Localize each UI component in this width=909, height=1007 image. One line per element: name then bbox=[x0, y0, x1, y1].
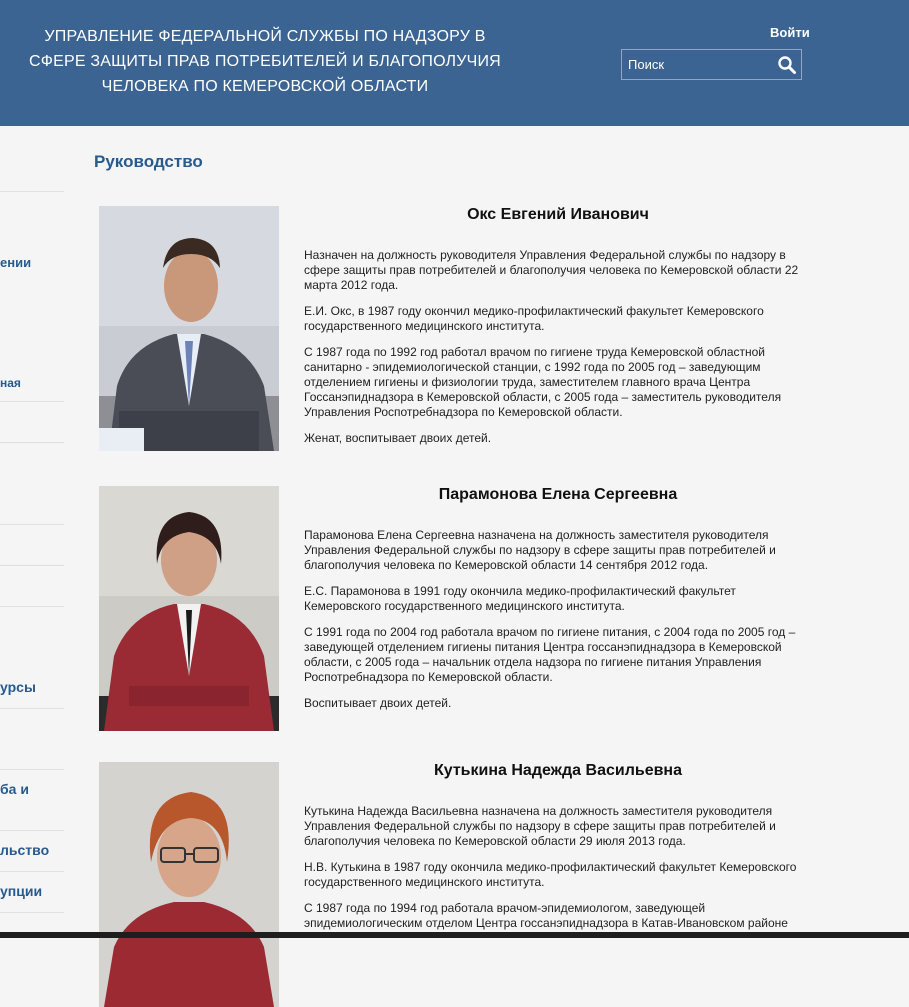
person-bio bbox=[304, 804, 809, 942]
window-bottom-edge bbox=[0, 932, 909, 938]
person-bio bbox=[304, 248, 809, 457]
sidebar-item-6[interactable]: упции bbox=[0, 883, 43, 899]
site-title-line-3: ЧЕЛОВЕКА ПО КЕМЕРОВСКОЙ ОБЛАСТИ bbox=[101, 78, 429, 95]
bio-paragraph: Парамонова Елена Сергеевна назначена на должность заместителя руководителя Управления Федеральной службы по надзору в сфере защиты прав потребителей и благополучия человека по Кемеровской области 14 сентября 2012 года. bbox=[304, 528, 776, 572]
search-box bbox=[621, 49, 802, 80]
sidebar-divider bbox=[0, 524, 64, 525]
sidebar-item-4[interactable]: ба и bbox=[0, 781, 29, 797]
sidebar-item-1[interactable]: ении bbox=[0, 255, 32, 270]
sidebar-divider bbox=[0, 912, 64, 913]
bio-paragraph: С 1991 года по 2004 год работала врачом по гигиене питания, с 2004 года по 2005 год – заведующей отделением гигиены питания Центра госсанэпиднадзора в Кемеровской области, с 2005 года – начальник отдела надзора по гигиене питания Управления Роспотребнадзора по Кемеровской области. bbox=[304, 625, 796, 684]
search-input[interactable] bbox=[622, 50, 772, 79]
person-photo bbox=[99, 762, 279, 1007]
sidebar-divider bbox=[0, 769, 64, 770]
login-link[interactable]: Войти bbox=[770, 25, 810, 40]
person-photo bbox=[99, 486, 279, 731]
person-name: Окс Евгений Иванович bbox=[467, 206, 649, 223]
person-name: Кутькина Надежда Васильевна bbox=[433, 762, 682, 779]
bio-paragraph: С 1987 года по 1992 год работал врачом по гигиене труда Кемеровской областной санитарно - эпидемиологической станции, с 1992 года по 2005 год – заведующим отделением гигиены и физиологии труда, заместителем главного врача Центра Госсанэпиднадзора в Кемеровской области, с 2005 года – заместитель руководителя Управления Роспотребнадзора по Кемеровской области. bbox=[304, 345, 782, 419]
person-bio bbox=[304, 528, 809, 722]
person-photo bbox=[99, 206, 279, 451]
sidebar-divider bbox=[0, 191, 64, 192]
sidebar-item-2[interactable]: ная bbox=[0, 376, 21, 390]
sidebar-divider bbox=[0, 830, 64, 831]
site-header bbox=[0, 0, 909, 126]
sidebar-item-3[interactable]: урсы bbox=[0, 679, 36, 695]
sidebar-item-5[interactable]: льство bbox=[0, 842, 50, 858]
sidebar-divider bbox=[0, 442, 64, 443]
search-icon[interactable] bbox=[777, 55, 797, 75]
sidebar-divider bbox=[0, 401, 64, 402]
sidebar-nav bbox=[0, 126, 66, 938]
bio-paragraph: С 1987 года по 1994 год работала врачом-эпидемиологом, заведующей эпидемиологическим отделом Центра госсанэпиднадзора в Катав-Ивановском районе bbox=[304, 901, 788, 930]
site-title-line-2: СФЕРЕ ЗАЩИТЫ ПРАВ ПОТРЕБИТЕЛЕЙ И БЛАГОПОЛУЧИЯ bbox=[29, 53, 501, 70]
site-title-line-1: УПРАВЛЕНИЕ ФЕДЕРАЛЬНОЙ СЛУЖБЫ ПО НАДЗОРУ В bbox=[44, 28, 486, 45]
bio-paragraph: Женат, воспитывает двоих детей. bbox=[304, 431, 492, 445]
bio-paragraph: Назначен на должность руководителя Управления Федеральной службы по надзору в сфере защиты прав потребителей и благополучия человека по Кемеровской области 22 марта 2012 года. bbox=[304, 248, 799, 292]
sidebar-divider bbox=[0, 565, 64, 566]
bio-paragraph: Н.В. Кутькина в 1987 году окончила медико-профилактический факультет Кемеровского государственного медицинского института. bbox=[304, 860, 797, 889]
person-name: Парамонова Елена Сергеевна bbox=[438, 486, 678, 503]
bio-paragraph: Е.С. Парамонова в 1991 году окончила медико-профилактический факультет Кемеровского государственного медицинского института. bbox=[304, 584, 736, 613]
bio-paragraph: Кутькина Надежда Васильевна назначена на должность заместителя руководителя Управления Федеральной службы по надзору в сфере защиты прав потребителей и благополучия человека по Кемеровской области 29 июля 2013 года. bbox=[304, 804, 776, 848]
page-title: Руководство bbox=[94, 152, 203, 171]
site-title[interactable] bbox=[20, 24, 510, 99]
sidebar-divider bbox=[0, 606, 64, 607]
bio-paragraph: Воспитывает двоих детей. bbox=[304, 696, 452, 710]
sidebar-divider bbox=[0, 708, 64, 709]
sidebar-divider bbox=[0, 871, 64, 872]
bio-paragraph: Е.И. Окс, в 1987 году окончил медико-профилактический факультет Кемеровского государственного медицинского института. bbox=[304, 304, 764, 333]
